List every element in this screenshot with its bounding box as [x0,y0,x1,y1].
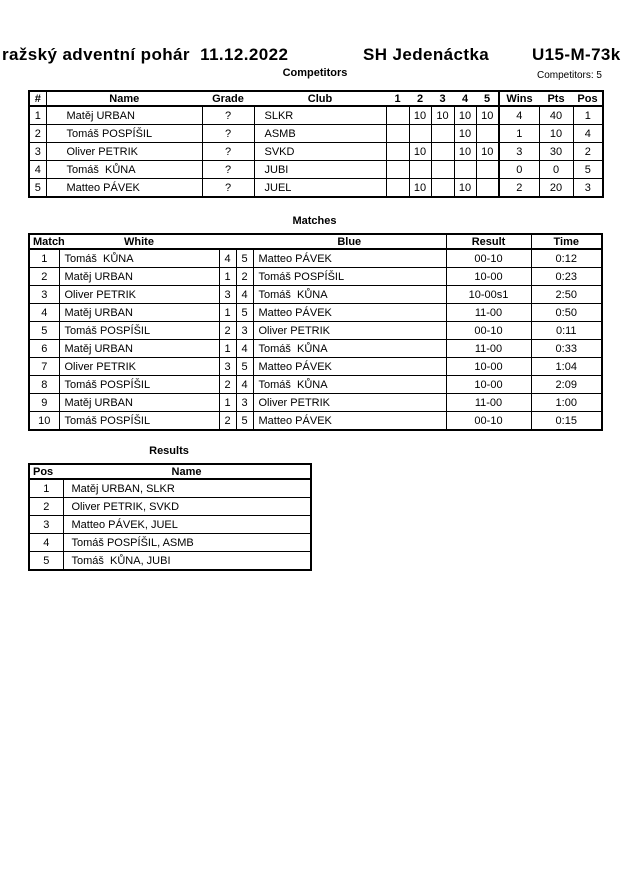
competitor-grade: ? [202,106,254,125]
result-name: Oliver PETRIK, SVKD [63,498,311,516]
blue-name: Tomáš KŮNA [253,340,446,358]
header-club: Club [254,91,386,106]
score-cell: 10 [454,106,476,125]
match-time: 0:15 [531,412,602,431]
competitor-name: Matteo PÁVEK [46,179,202,198]
white-seed: 2 [219,322,236,340]
wins-cell: 2 [499,179,539,198]
match-row [29,322,602,340]
match-time: 0:33 [531,340,602,358]
match-row [29,249,602,268]
competitor-grade: ? [202,125,254,143]
blue-seed: 5 [236,358,253,376]
score-cell [409,125,431,143]
score-cell: 10 [409,106,431,125]
match-time: 0:11 [531,322,602,340]
match-number: 2 [29,268,59,286]
score-cell: 10 [476,143,499,161]
pts-cell: 20 [539,179,573,198]
pts-cell: 40 [539,106,573,125]
score-cell [431,179,454,198]
match-time: 2:09 [531,376,602,394]
wins-cell: 0 [499,161,539,179]
competitor-club: ASMB [254,125,386,143]
competitor-name: Matěj URBAN [46,106,202,125]
competitor-grade: ? [202,161,254,179]
white-name: Tomáš POSPÍŠIL [59,376,219,394]
match-result: 10-00 [446,268,531,286]
header-opp-4: 4 [454,91,476,106]
blue-name: Matteo PÁVEK [253,412,446,431]
score-cell [386,179,409,198]
competitor-grade: ? [202,143,254,161]
competitor-row [29,161,603,179]
blue-name: Tomáš KŮNA [253,376,446,394]
match-result: 11-00 [446,340,531,358]
score-cell [476,161,499,179]
result-row [29,552,311,571]
competitor-row [29,125,603,143]
blue-name: Oliver PETRIK [253,394,446,412]
header-white-seed [219,234,236,249]
match-time: 0:23 [531,268,602,286]
match-result: 10-00 [446,358,531,376]
match-time: 2:50 [531,286,602,304]
match-row [29,394,602,412]
score-cell [386,106,409,125]
score-cell: 10 [454,179,476,198]
match-row [29,376,602,394]
competitor-rank: 4 [29,161,46,179]
header-blue-seed [236,234,253,249]
blue-seed: 3 [236,322,253,340]
competitor-name: Oliver PETRIK [46,143,202,161]
blue-seed: 5 [236,304,253,322]
match-result: 11-00 [446,304,531,322]
header-name: Name [63,464,311,479]
white-seed: 3 [219,358,236,376]
match-number: 6 [29,340,59,358]
white-seed: 1 [219,394,236,412]
score-cell [431,125,454,143]
white-name: Matěj URBAN [59,394,219,412]
matches-table [28,233,603,431]
score-cell [431,161,454,179]
match-result: 00-10 [446,412,531,431]
tournament-venue: SH Jedenáctka [363,45,490,64]
match-number: 9 [29,394,59,412]
match-number: 1 [29,249,59,268]
match-number: 5 [29,322,59,340]
header-grade: Grade [202,91,254,106]
blue-name: Matteo PÁVEK [253,304,446,322]
match-result: 11-00 [446,394,531,412]
matches-header-row [29,234,602,249]
match-number: 3 [29,286,59,304]
result-name: Tomáš POSPÍŠIL, ASMB [63,534,311,552]
pos-cell: 5 [573,161,603,179]
blue-seed: 2 [236,268,253,286]
result-row [29,498,311,516]
pos-cell: 4 [573,125,603,143]
blue-seed: 4 [236,340,253,358]
header-rank: # [29,91,46,106]
matches-section-label: Matches [292,215,337,227]
match-time: 1:04 [531,358,602,376]
score-cell [386,143,409,161]
blue-name: Matteo PÁVEK [253,358,446,376]
white-name: Tomáš KŮNA [59,249,219,268]
competitors-header-row [29,91,603,106]
white-name: Oliver PETRIK [59,358,219,376]
competitor-club: JUEL [254,179,386,198]
result-pos: 1 [29,479,63,498]
score-cell [476,125,499,143]
header-opp-3: 3 [431,91,454,106]
white-seed: 3 [219,286,236,304]
header-opp-2: 2 [409,91,431,106]
header-blue: Blue [253,234,446,249]
white-name: Tomáš POSPÍŠIL [59,322,219,340]
tournament-title: ražský adventní pohár 11.12.2022 [2,45,289,64]
white-seed: 1 [219,304,236,322]
match-row [29,358,602,376]
match-number: 8 [29,376,59,394]
white-name: Oliver PETRIK [59,286,219,304]
competitors-section-label: Competitors [282,67,348,79]
pts-cell: 10 [539,125,573,143]
blue-seed: 4 [236,376,253,394]
white-seed: 2 [219,376,236,394]
pts-cell: 30 [539,143,573,161]
competitor-row [29,179,603,198]
result-pos: 2 [29,498,63,516]
white-seed: 1 [219,340,236,358]
result-row [29,516,311,534]
competitor-rank: 3 [29,143,46,161]
header-opp-1: 1 [386,91,409,106]
competitor-rank: 2 [29,125,46,143]
wins-cell: 1 [499,125,539,143]
score-cell [409,161,431,179]
match-row [29,286,602,304]
score-cell [476,179,499,198]
competitor-grade: ? [202,179,254,198]
match-result: 10-00 [446,376,531,394]
header-name: Name [46,91,202,106]
match-result: 00-10 [446,249,531,268]
wins-cell: 3 [499,143,539,161]
match-time: 0:50 [531,304,602,322]
wins-cell: 4 [499,106,539,125]
white-name: Matěj URBAN [59,304,219,322]
blue-name: Tomáš KŮNA [253,286,446,304]
competitor-name: Tomáš KŮNA [46,161,202,179]
match-row [29,268,602,286]
white-name: Matěj URBAN [59,268,219,286]
header-match: Match [29,234,59,249]
match-result: 00-10 [446,322,531,340]
competitor-club: SLKR [254,106,386,125]
blue-seed: 5 [236,412,253,431]
header-pos: Pos [573,91,603,106]
result-name: Matteo PÁVEK, JUEL [63,516,311,534]
header-result: Result [446,234,531,249]
competitor-rank: 5 [29,179,46,198]
white-seed: 2 [219,412,236,431]
result-name: Matěj URBAN, SLKR [63,479,311,498]
match-time: 0:12 [531,249,602,268]
competitors-count: Competitors: 5 [536,70,602,81]
pos-cell: 2 [573,143,603,161]
tournament-category: U15-M-73k [532,45,621,64]
score-cell [386,125,409,143]
white-name: Matěj URBAN [59,340,219,358]
match-number: 10 [29,412,59,431]
score-cell: 10 [409,179,431,198]
pos-cell: 1 [573,106,603,125]
blue-name: Tomáš POSPÍŠIL [253,268,446,286]
match-row [29,412,602,431]
results-table [28,463,312,571]
score-cell [454,161,476,179]
match-row [29,340,602,358]
match-row [29,304,602,322]
results-header-row [29,464,311,479]
header-pos: Pos [29,464,63,479]
results-section-label: Results [149,445,189,457]
pos-cell: 3 [573,179,603,198]
header-pts: Pts [539,91,573,106]
blue-seed: 5 [236,249,253,268]
match-number: 7 [29,358,59,376]
blue-name: Matteo PÁVEK [253,249,446,268]
competitor-club: SVKD [254,143,386,161]
result-row [29,479,311,498]
match-result: 10-00s1 [446,286,531,304]
match-time: 1:00 [531,394,602,412]
competitor-row [29,143,603,161]
competitor-name: Tomáš POSPÍŠIL [46,125,202,143]
competitor-club: JUBI [254,161,386,179]
header-wins: Wins [499,91,539,106]
result-pos: 4 [29,534,63,552]
result-pos: 5 [29,552,63,571]
result-name: Tomáš KŮNA, JUBI [63,552,311,571]
score-cell: 10 [454,125,476,143]
header-white: White [59,234,219,249]
score-cell [386,161,409,179]
score-cell [431,143,454,161]
competitor-row [29,106,603,125]
competitors-table [28,90,604,198]
white-seed: 1 [219,268,236,286]
header-time: Time [531,234,602,249]
score-cell: 10 [409,143,431,161]
blue-seed: 4 [236,286,253,304]
match-number: 4 [29,304,59,322]
score-cell: 10 [431,106,454,125]
pts-cell: 0 [539,161,573,179]
blue-seed: 3 [236,394,253,412]
result-row [29,534,311,552]
score-cell: 10 [476,106,499,125]
competitor-rank: 1 [29,106,46,125]
blue-name: Oliver PETRIK [253,322,446,340]
score-cell: 10 [454,143,476,161]
white-seed: 4 [219,249,236,268]
result-pos: 3 [29,516,63,534]
header-opp-5: 5 [476,91,499,106]
white-name: Tomáš POSPÍŠIL [59,412,219,431]
